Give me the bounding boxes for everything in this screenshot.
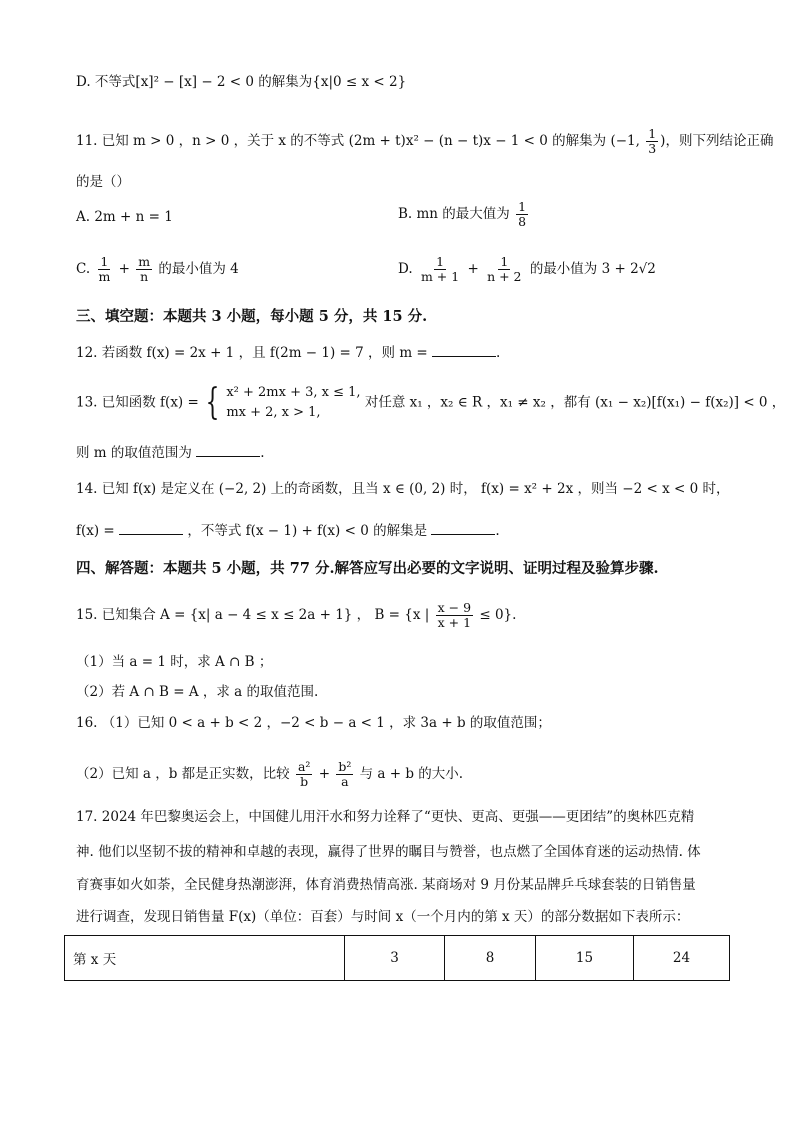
table-row bbox=[65, 936, 730, 981]
q11-option-d-f2-num: 1 bbox=[500, 254, 509, 269]
q11-option-d-label: D. bbox=[398, 261, 413, 277]
q10-option-d: D. 不等式[x]² − [x] − 2 < 0 的解集为{x|0 ≤ x < 2} bbox=[76, 74, 407, 90]
q11-option-c-f2-num: m bbox=[138, 254, 151, 269]
q11-option-c-fraction-1 bbox=[96, 255, 112, 284]
q13-answer-blank[interactable] bbox=[196, 442, 260, 457]
table-cell: 3 bbox=[345, 936, 445, 981]
q17-line3: 育赛事如火如荼，全民健身热潮澎湃，体育消费热情高涨. 某商场对 9 月份某品牌乒乓球套装的日销售量 bbox=[76, 877, 696, 893]
q13-line2 bbox=[76, 442, 264, 463]
q16-part2-pre: （2）已知 a ，b 都是正实数，比较 bbox=[76, 766, 290, 782]
q11-option-c-label: C. bbox=[76, 261, 91, 277]
q11-interval-fraction bbox=[646, 127, 658, 156]
q15-part1: （1）当 a = 1 时，求 A ∩ B ； bbox=[76, 654, 273, 670]
q11-option-b bbox=[398, 200, 530, 229]
q13 bbox=[76, 383, 785, 423]
q11-stem-text: 11. 已知 m > 0 ，n > 0 ，关于 x 的不等式 (2m + t)x² − (n − t)x − 1 < 0 的解集为 bbox=[76, 133, 607, 149]
q11-option-d bbox=[398, 255, 656, 284]
q11-interval-close: ) bbox=[660, 133, 666, 149]
q15-frac-num: x − 9 bbox=[437, 600, 472, 615]
q16-fraction-2 bbox=[336, 760, 353, 789]
q15-pre: 15. 已知集合 A = {x| a − 4 ≤ x ≤ 2a + 1} ， B = {x | bbox=[76, 607, 430, 623]
q15-frac-den: x + 1 bbox=[437, 615, 472, 630]
table-header-day: 第 x 天 bbox=[65, 936, 345, 981]
q11-option-d-f2-den: n + 2 bbox=[487, 269, 522, 284]
q16-fraction-1 bbox=[296, 760, 312, 789]
q11-interval-open: (−1, bbox=[610, 133, 645, 149]
q16-f1-den: b bbox=[300, 774, 309, 789]
q13-post: 对任意 x₁ ，x₂ ∈ R ，x₁ ≠ x₂ ，都有 (x₁ − x₂)[f(x₁) − f(x₂)] < 0 ， bbox=[364, 394, 786, 411]
q11-interval-num: 1 bbox=[648, 126, 657, 141]
q11-option-d-fraction-2 bbox=[485, 255, 523, 284]
q16-f2-num: b² bbox=[338, 759, 352, 774]
q15-post: ≤ 0}. bbox=[479, 607, 517, 623]
q11-interval-den: 3 bbox=[648, 141, 657, 156]
q13-piecewise bbox=[226, 383, 360, 423]
q11-option-d-plus: + bbox=[467, 261, 479, 277]
q16-part2-post: 与 a + b 的大小. bbox=[359, 766, 464, 782]
q15-fraction bbox=[436, 601, 473, 630]
section-heading-fill-in: 三、填空题：本题共 3 小题，每小题 5 分，共 15 分. bbox=[76, 308, 428, 325]
section-heading-solutions: 四、解答题：本题共 5 小题，共 77 分.解答应写出必要的文字说明、证明过程及验算步骤. bbox=[76, 560, 659, 577]
q12 bbox=[76, 342, 500, 363]
q11-option-c-f2-den: n bbox=[140, 269, 149, 284]
q14-line2-tail: . bbox=[495, 523, 500, 539]
q14-line2-pre: f(x) = bbox=[76, 523, 115, 539]
q16-plus: + bbox=[318, 766, 331, 782]
q16-f2-den: a bbox=[341, 774, 349, 789]
table-cell: 8 bbox=[445, 936, 536, 981]
q13-line2-text: 则 m 的取值范围为 bbox=[76, 445, 192, 461]
q11-option-d-f1-num: 1 bbox=[436, 254, 445, 269]
q16-f1-num: a² bbox=[297, 759, 311, 774]
q11-option-c-text: 的最小值为 4 bbox=[158, 261, 239, 277]
q11-option-b-den: 8 bbox=[518, 214, 527, 229]
q11-option-c bbox=[76, 255, 239, 284]
q11-option-c-f1-den: m bbox=[98, 269, 111, 284]
q11-stem bbox=[76, 127, 773, 156]
q16-part2 bbox=[76, 760, 463, 789]
q11-option-d-fraction-1 bbox=[419, 255, 461, 284]
q11-option-d-text: 的最小值为 3 + 2√2 bbox=[529, 261, 656, 277]
q14-answer-blank-2[interactable] bbox=[431, 520, 495, 535]
table-cell: 15 bbox=[536, 936, 634, 981]
q13-case-1: x² + 2mx + 3, x ≤ 1, bbox=[226, 385, 361, 400]
q11-option-b-num: 1 bbox=[518, 199, 527, 214]
q11-stem-tail: ，则下列结论正确 bbox=[665, 133, 774, 149]
q14-answer-blank-1[interactable] bbox=[119, 520, 183, 535]
q11-stem-line2: 的是（） bbox=[76, 174, 130, 190]
q15-stem bbox=[76, 601, 516, 630]
q12-tail: . bbox=[496, 345, 501, 361]
q17-line1: 17. 2024 年巴黎奥运会上，中国健儿用汗水和努力诠释了“更快、更高、更强——更团结”的奥林匹克精 bbox=[76, 809, 695, 825]
q13-left-brace: { bbox=[205, 382, 220, 423]
q14-line2 bbox=[76, 520, 500, 541]
q17-line2: 神. 他们以坚韧不拔的精神和卓越的表现，赢得了世界的瞩目与赞誉，也点燃了全国体育迷的运动热情. 体 bbox=[76, 844, 701, 860]
q11-option-b-text: B. mn 的最大值为 bbox=[398, 206, 510, 222]
q15-part2: （2）若 A ∩ B = A ，求 a 的取值范围. bbox=[76, 684, 319, 700]
q13-pre: 13. 已知函数 f(x) = bbox=[76, 394, 199, 411]
q11-option-b-fraction bbox=[516, 200, 528, 229]
q13-line2-tail: . bbox=[260, 445, 265, 461]
q17-line4: 进行调查，发现日销售量 F(x)（单位：百套）与时间 x（一个月内的第 x 天）的部分数据如下表所示： bbox=[76, 909, 690, 925]
q13-case-2: mx + 2, x > 1, bbox=[226, 405, 321, 420]
q11-option-c-fraction-2 bbox=[136, 255, 152, 284]
q12-answer-blank[interactable] bbox=[432, 342, 496, 357]
q12-text: 12. 若函数 f(x) = 2x + 1 ，且 f(2m − 1) = 7 ，则 m = bbox=[76, 345, 428, 361]
q11-option-a: A. 2m + n = 1 bbox=[76, 209, 173, 225]
q14-line2-mid: ，不等式 f(x − 1) + f(x) < 0 的解集是 bbox=[187, 523, 428, 539]
table-cell: 24 bbox=[634, 936, 730, 981]
q11-option-d-f1-den: m + 1 bbox=[420, 269, 460, 284]
q11-option-c-plus: + bbox=[118, 261, 130, 277]
q16-part1: 16. （1）已知 0 < a + b < 2 ，−2 < b − a < 1 ，求 3a + b 的取值范围； bbox=[76, 715, 551, 731]
q14-line1: 14. 已知 f(x) 是定义在 (−2, 2) 上的奇函数，且当 x ∈ (0, 2) 时， f(x) = x² + 2x ，则当 −2 < x < 0 时， bbox=[76, 481, 730, 497]
q11-option-c-f1-num: 1 bbox=[100, 254, 109, 269]
q17-data-table bbox=[64, 935, 730, 981]
